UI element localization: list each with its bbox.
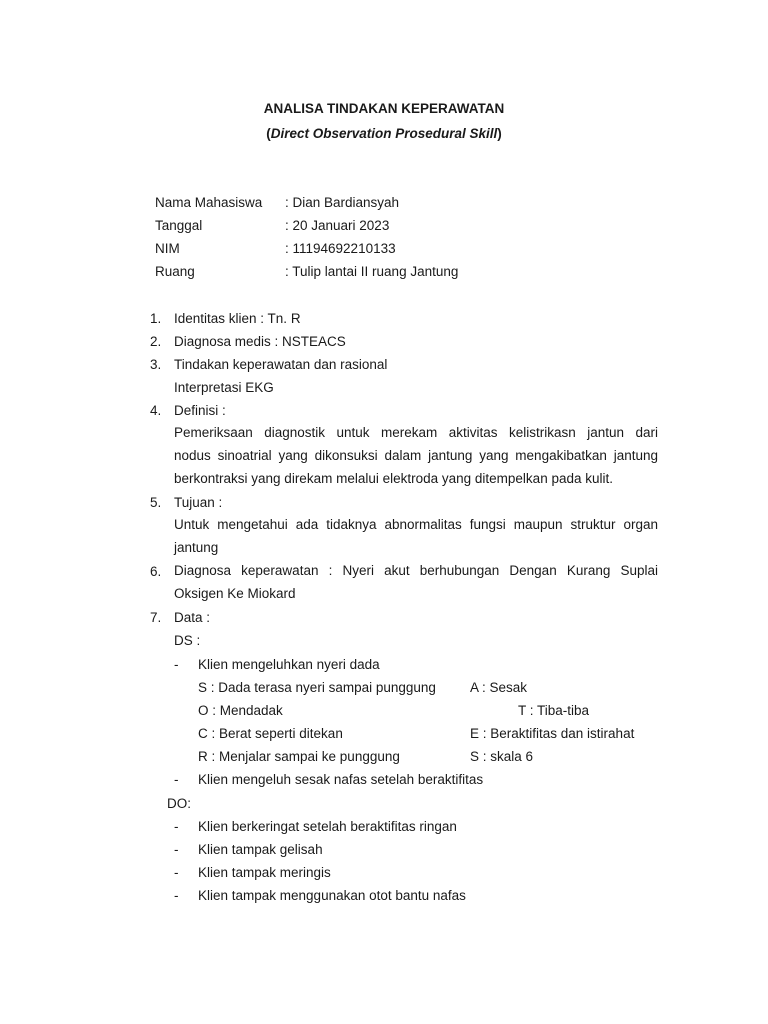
pqrst-s: S : Dada terasa nyeri sampai punggung [198,680,436,695]
item-medical-diagnosis: Diagnosa medis : NSTEACS [174,334,346,349]
do-bullet-4: Klien tampak menggunakan otot bantu nafas [198,888,466,903]
do-bullet-3: Klien tampak meringis [198,865,331,880]
list-number-6: 6. [150,564,162,579]
purpose-paragraph [174,513,658,559]
info-value-room: : Tulip lantai II ruang Jantung [285,264,459,279]
item-identity: Identitas klien : Tn. R [174,311,301,326]
definition-line-3: berkontraksi yang direkam melalui elektroda yang ditempelkan pada kulit. [174,471,613,486]
subtitle-open: ( [266,126,271,141]
list-number-2: 2. [150,334,162,349]
item-data-heading: Data : [174,610,211,625]
info-label-room: Ruang [155,264,195,279]
list-number-3: 3. [150,357,162,372]
subtitle-italic: Direct Observation Prosedural Skill [270,126,498,141]
document-title: ANALISA TINDAKAN KEPERAWATAN [263,101,505,116]
info-label-date: Tanggal [155,218,203,233]
pqrst-t: T : Tiba-tiba [518,703,590,718]
ds-label: DS : [174,633,201,648]
ds-bullet-1: Klien mengeluhkan nyeri dada [198,657,380,672]
ds-bullet-dash-2: - [174,772,179,787]
list-number-1: 1. [150,311,162,326]
info-value-name: : Dian Bardiansyah [285,195,400,210]
pqrst-a: A : Sesak [470,680,528,695]
definition-line-2: nodus sinoatrial yang dikonsuksi dalam jantung yang mengakibatkan jantung [174,448,658,463]
pqrst-scale: S : skala 6 [470,749,534,764]
do-bullet-2: Klien tampak gelisah [198,842,323,857]
list-number-4: 4. [150,403,162,418]
do-label: DO: [167,796,192,811]
do-bullet-dash-4: - [174,888,179,903]
info-value-nim: : 11194692210133 [285,241,396,256]
ds-bullet-2: Klien mengeluh sesak nafas setelah beraktifitas [198,772,484,787]
item-definition-heading: Definisi : [174,403,226,418]
do-bullet-1: Klien berkeringat setelah beraktifitas ringan [198,819,457,834]
list-number-7: 7. [150,610,162,625]
list-number-5: 5. [150,495,162,510]
pqrst-o: O : Mendadak [198,703,283,718]
do-bullet-dash-1: - [174,819,179,834]
definition-paragraph [174,421,658,490]
info-label-name: Nama Mahasiswa [155,195,263,210]
nursing-diagnosis-line-2: Oksigen Ke Miokard [174,586,296,601]
nursing-diagnosis-line-1: Diagnosa keperawatan : Nyeri akut berhubungan Dengan Kurang Suplai [174,563,658,578]
purpose-line-1: Untuk mengetahui ada tidaknya abnormalitas fungsi maupun struktur organ [174,517,658,532]
ds-bullet-dash-1: - [174,657,179,672]
info-value-date: : 20 Januari 2023 [285,218,390,233]
purpose-line-2: jantung [174,540,219,555]
document-subtitle [0,126,768,141]
item-purpose-heading: Tujuan : [174,495,223,510]
do-bullet-dash-2: - [174,842,179,857]
subtitle-close: ) [497,126,502,141]
nursing-diagnosis-paragraph [174,559,658,605]
pqrst-c: C : Berat seperti ditekan [198,726,343,741]
definition-line-1: Pemeriksaan diagnostik untuk merekam aktivitas kelistrikasn jantun dari [174,425,658,440]
item-nursing-action: Tindakan keperawatan dan rasional [174,357,388,372]
do-bullet-dash-3: - [174,865,179,880]
pqrst-r: R : Menjalar sampai ke punggung [198,749,400,764]
pqrst-e: E : Beraktifitas dan istirahat [470,726,635,741]
item-nursing-action-detail: Interpretasi EKG [174,380,274,395]
info-label-nim: NIM [155,241,180,256]
